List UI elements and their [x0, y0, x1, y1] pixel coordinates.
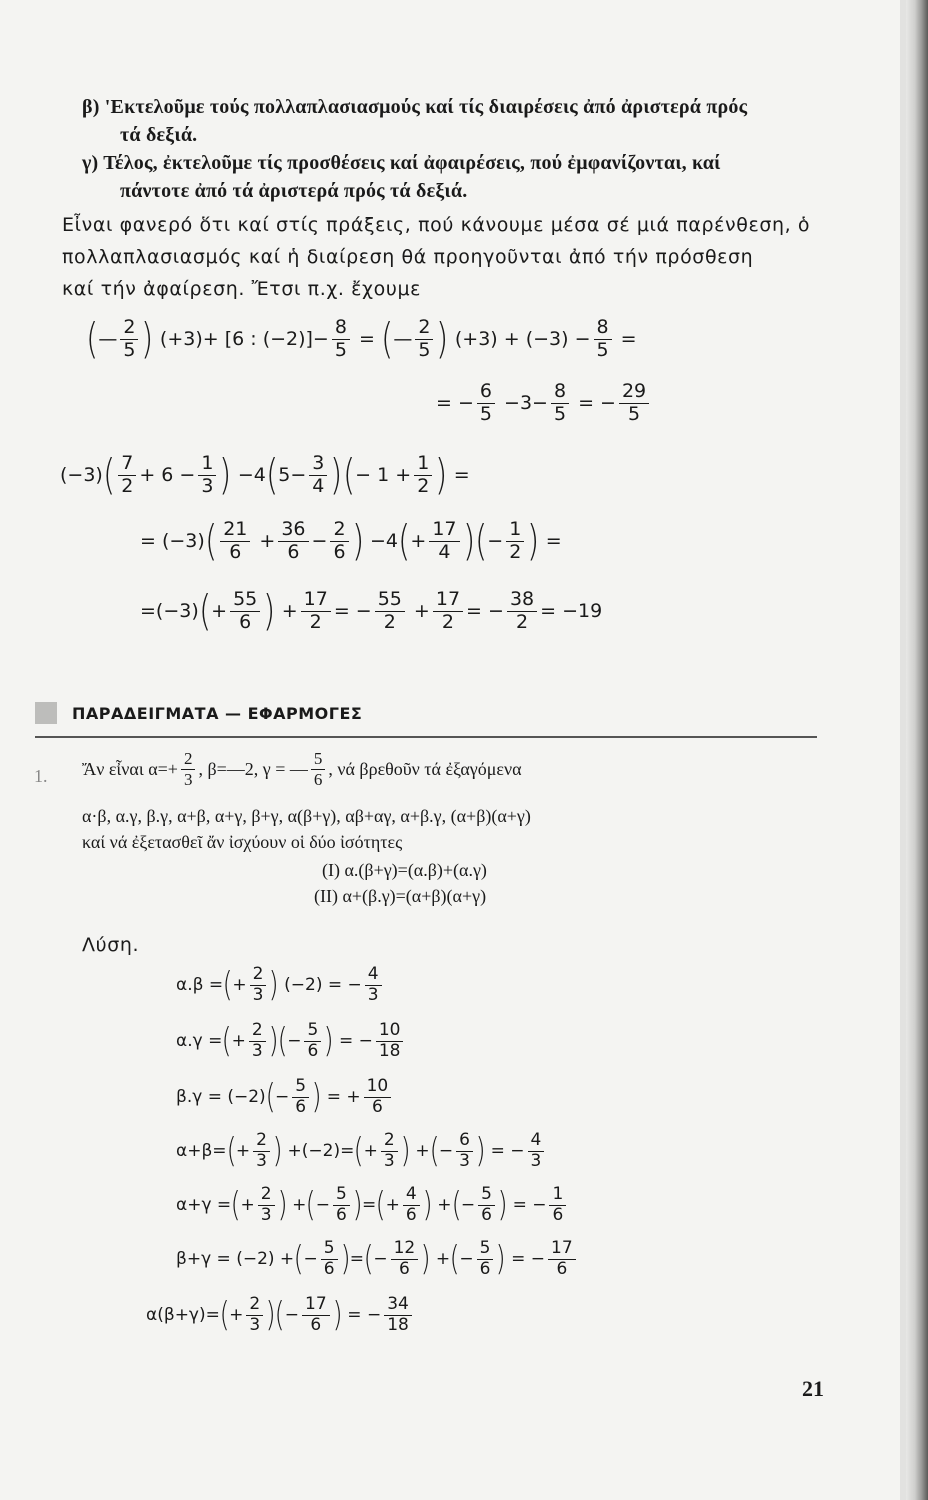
- example-line3: καί νά ἐξετασθεῖ ἄν ἰσχύουν οἱ δύο ἰσότητες: [82, 832, 403, 852]
- section-marker: [35, 702, 57, 724]
- text-para-line2: πολλαπλασιασμός καί ἡ διαίρεση θά προηγοῦνται ἀπό τήν πρόσθεση: [62, 246, 754, 268]
- example-line1-start: Ἄν εἶναι α=+: [82, 758, 178, 779]
- example-identity-2: (II) α+(β.γ)=(α+β)(α+γ): [314, 886, 487, 906]
- example-identity-1: (I) α.(β+γ)=(α.β)+(α.γ): [322, 860, 487, 880]
- example-line1-end: , νά βρεθοῦν τά ἐξαγόμενα: [328, 758, 522, 779]
- equation-2-line3: =(−3) ( + $\frac{55}{6}$ ) + $\frac{17}{2}$ = − $\frac{55}{2}$ + $\frac{17}{2}$ = − $\frac{38}{2}$ = −19: [140, 586, 603, 636]
- example-line1-mid: , β=—2, γ = —: [198, 758, 308, 779]
- text-gamma-line2: πάντοτε ἀπό τά ἀριστερά πρός τά δεξιά.: [120, 180, 468, 202]
- equation-1-line2: = − $\frac{6}{5}$ −3− $\frac{8}{5}$ = − $\frac{29}{5}$: [436, 382, 652, 425]
- section-rule: [35, 736, 817, 738]
- solution-ag: α.γ = ( + $\frac{2}{3}$ ) ( − $\frac{5}{6}$ ) = − $\frac{10}{18}$: [176, 1022, 406, 1061]
- solution-a-plus-b: α+β= ( + $\frac{2}{3}$ ) +(−2)= ( + $\frac{2}{3}$ ) + ( − $\frac{6}{3}$ ) = − $\frac{4}{3}$: [176, 1132, 547, 1171]
- example-line2: α·β, α.γ, β.γ, α+β, α+γ, β+γ, α(β+γ), αβ+αγ, α+β.γ, (α+β)(α+γ): [82, 806, 531, 826]
- solution-label: Λύση.: [82, 934, 140, 956]
- solution-a-times-b-plus-g: α(β+γ)= ( + $\frac{2}{3}$ ) ( − $\frac{17}{6}$ ) = − $\frac{34}{18}$: [146, 1296, 415, 1335]
- text-beta-line1: β) 'Εκτελοῦμε τούς πολλαπλασιασμούς καί τίς διαιρέσεις ἀπό ἀριστερά πρός: [82, 96, 748, 118]
- solution-bg: β.γ = (−2) ( − $\frac{5}{6}$ ) = + $\frac{10}{6}$: [176, 1078, 394, 1117]
- example-number: 1.: [34, 766, 48, 786]
- solution-a-plus-g: α+γ = ( + $\frac{2}{3}$ ) + ( − $\frac{5}{6}$ ) = ( + $\frac{4}{6}$ ) + ( − $\frac{5}{6}$ ) = − $\frac{1}{6}$: [176, 1186, 569, 1225]
- equation-1-line1: ( — $\frac{2}{5}$ ) (+3)+ [6 : (−2)]− $\frac{8}{5}$ = ( — $\frac{2}{5}$ ) (+3) + (−3) − $\frac{8}{5}$ =: [86, 314, 637, 364]
- solution-b-plus-g: β+γ = (−2) + ( − $\frac{5}{6}$ ) = ( − $\frac{12}{6}$ ) + ( − $\frac{5}{6}$ ) = − $\frac{17}{6}$: [176, 1240, 579, 1279]
- page-number: 21: [802, 1376, 824, 1401]
- text-gamma-line1: γ) Τέλος, ἐκτελοῦμε τίς προσθέσεις καί ἀφαιρέσεις, πού ἐμφανίζονται, καί: [82, 152, 721, 174]
- text-beta-line2: τά δεξιά.: [120, 124, 198, 146]
- example-line1: Ἄν εἶναι α=+ $\frac{2}{3}$ , β=—2, γ = — $\frac{5}{6}$ , νά βρεθοῦν τά ἐξαγόμενα: [82, 749, 522, 789]
- text-para-line3: καί τήν ἀφαίρεση. Ἔτσι π.χ. ἔχουμε: [62, 278, 422, 300]
- text-para-line1: Εἶναι φανερό ὅτι καί στίς πράξεις, πού κάνουμε μέσα σέ μιά παρένθεση, ὁ: [62, 214, 811, 236]
- equation-2-line1: (−3) ( $\frac{7}{2}$ + 6 − $\frac{1}{3}$ ) −4 ( 5− $\frac{3}{4}$ ) ( − 1 + $\frac{1}{2}$ ) =: [60, 450, 470, 500]
- section-heading: ΠΑΡΑΔΕΙΓΜΑΤΑ — ΕΦΑΡΜΟΓΕΣ: [72, 704, 363, 723]
- page-edge-shadow: [906, 0, 928, 1500]
- solution-ab: α.β = ( + $\frac{2}{3}$ ) (−2) = − $\frac{4}{3}$: [176, 966, 385, 1005]
- equation-2-line2: = (−3) ( $\frac{21}{6}$ + $\frac{36}{6}$ − $\frac{2}{6}$ ) −4 ( + $\frac{17}{4}$ ) ( − $\frac{1}{2}$ ) =: [140, 516, 562, 566]
